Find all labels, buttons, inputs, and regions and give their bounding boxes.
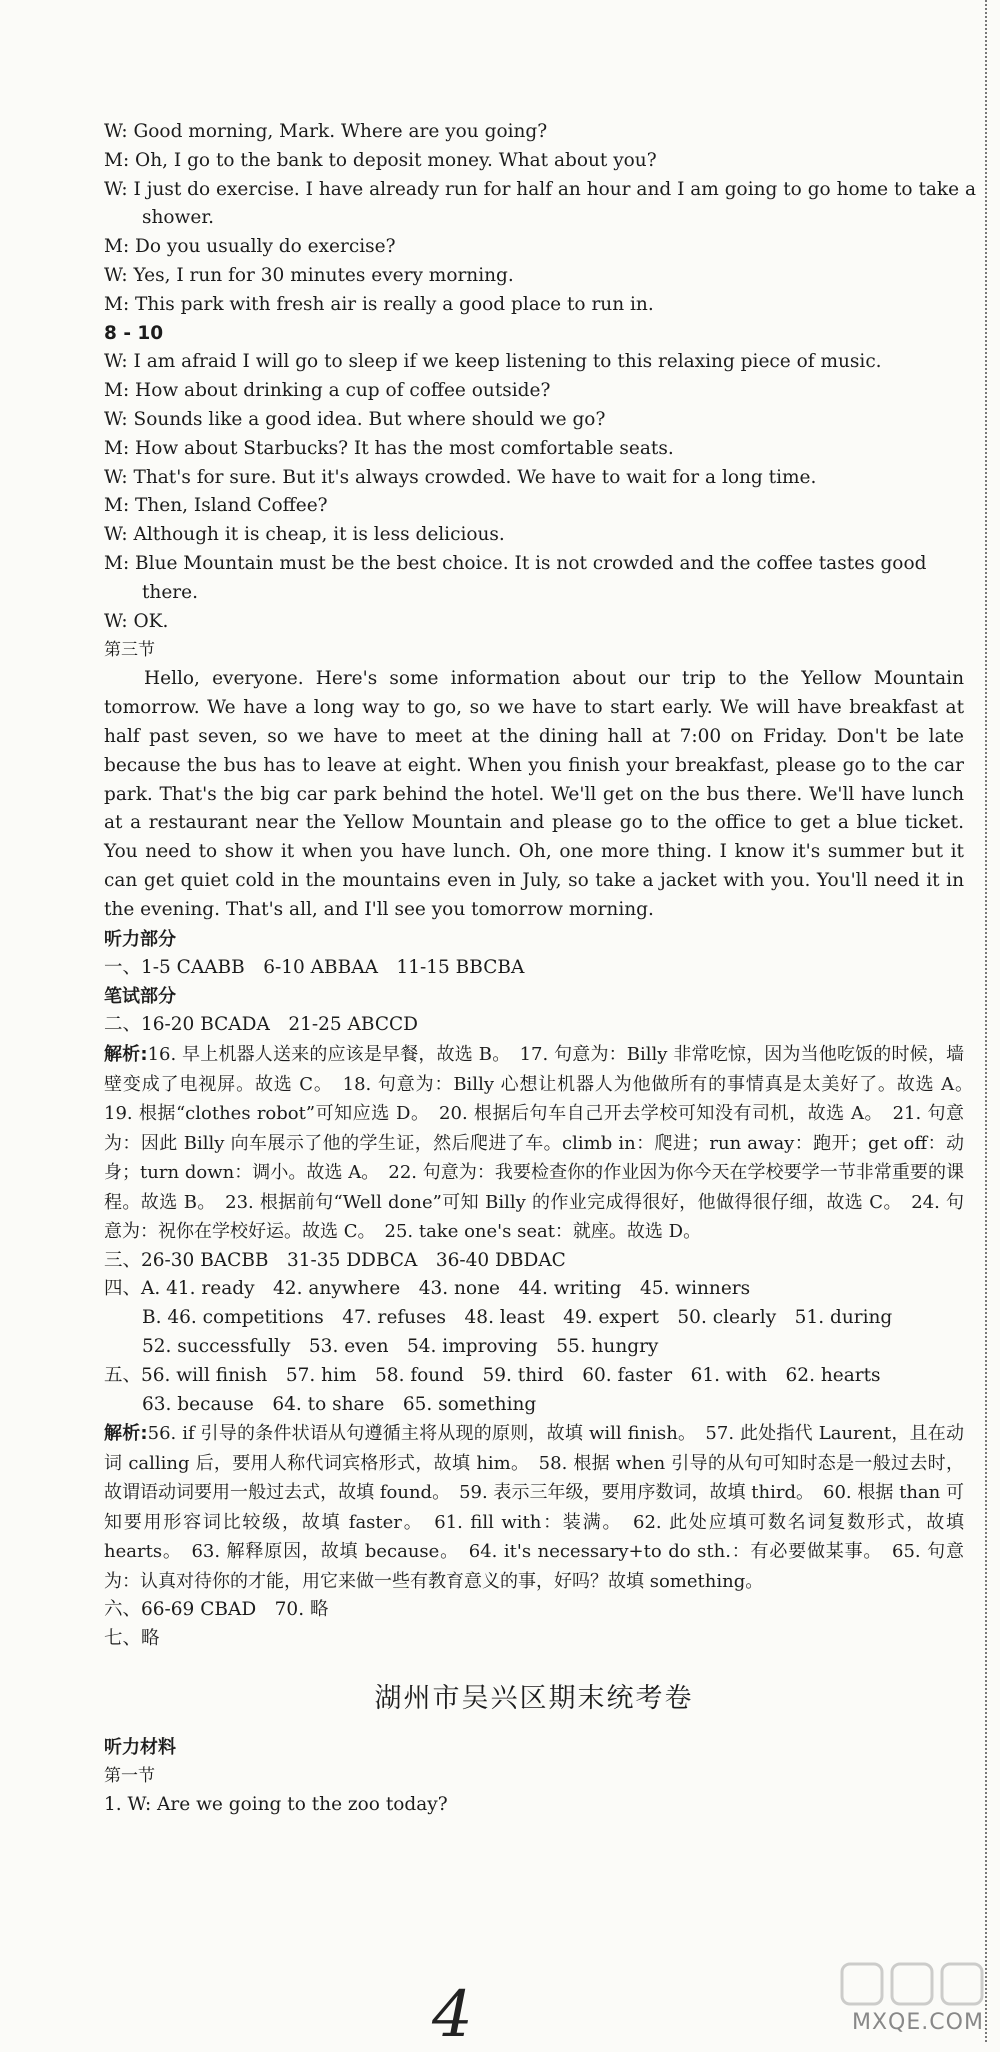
exam-title: 湖州市吴兴区期末统考卷 — [374, 1682, 694, 1714]
page-content — [104, 118, 982, 1820]
answers-63-65: 63. because 64. to share 65. something — [142, 1393, 537, 1415]
answers-section-7: 七、略 — [104, 1628, 160, 1650]
answers-52-55: 52. successfully 53. even 54. improving 55. hungry — [142, 1336, 659, 1357]
written-part-heading: 笔试部分 — [104, 986, 176, 1008]
dialog-line: M: Do you usually do exercise? — [104, 236, 396, 258]
dialog-1 — [104, 118, 976, 320]
dialog-line: W: I am afraid I will go to sleep if we keep listening to this relaxing piece of music. — [104, 351, 882, 373]
section-3-heading: 第三节 — [104, 640, 155, 661]
dialog-line: M: Then, Island Coffee? — [104, 495, 328, 517]
answers-16-25: 二、16-20 BCADA 21-25 ABCCD — [104, 1014, 419, 1036]
explanation-label: 解析: — [104, 1044, 148, 1066]
dialog-line: W: Good morning, Mark. Where are you going? — [104, 121, 548, 142]
explanation-16-25 — [104, 1040, 982, 1247]
explanation-text: 56. if 引导的条件状语从句遵循主将从现的原则，故填 will finish。 57. 此处指代 Laurent，且在动词 calling 后，要用人称代词宾格形式，故填 him。 58. 根据 when 引导的从句可知时态是一般过去时，故谓语动词要用一般过去式，故填 found。 59. 表示三年级，要用序数词，故填 third。 60. 根据 than 可知要用形容词比较级，故填 faster。 61. fill with：装满。 62. 此处应填可数名词复数形式，故填 hearts。 63. 解释原因，故填 because。 64. it's necessary+to do sth.：有必要做某事。 65. 句意为：认真对待你的才能，用它来做一些有教育意义的事，好吗？故填 something。 — [104, 1423, 964, 1592]
answers-26-40: 三、26-30 BACBB 31-35 DDBCA 36-40 DBDAC — [104, 1249, 566, 1271]
answers-66-70: 六、66-69 CBAD 70. 略 — [104, 1599, 329, 1621]
dialog-line: there. — [142, 581, 198, 603]
section-heading-8-10: 8 - 10 — [104, 322, 164, 344]
question-1: 1. W: Are we going to the zoo today? — [104, 1793, 448, 1815]
dialog-line: W: Yes, I run for 30 minutes every morning. — [104, 264, 514, 286]
section-1-heading: 第一节 — [104, 1765, 155, 1786]
dialog-line: M: Blue Mountain must be the best choice. It is not crowded and the coffee tastes good — [104, 552, 927, 574]
explanation-label: 解析: — [104, 1423, 148, 1445]
listening-material-heading: 听力材料 — [104, 1736, 176, 1758]
dialog-line: shower. — [142, 207, 215, 229]
listening-passage: Hello, everyone. Here's some information about our trip to the Yellow Mountain tomorrow. We have a long way to go, so we have to start early. We will have breakfast at half past seven, so we have to meet at the dining hall at 7:00 on Friday. Don't be late because the bus has to leave at eight. When you finish your breakfast, please go to the car park. That's the big car park behind the hotel. We'll get on the bus there. We'll have lunch at a restaurant near the Yellow Mountain and please go to the office to get a blue ticket. You need to show it when you have lunch. Oh, one more thing. I know it's summer but it can get quiet cold in the mountains even in July, so take a jacket with you. You'll need it in the evening. That's all, and I'll see you tomorrow morning. — [104, 668, 964, 920]
handwritten-page-mark: 4 — [432, 1978, 473, 2052]
dialog-line: M: How about drinking a cup of coffee outside? — [104, 380, 551, 402]
dialog-line: W: That's for sure. But it's always crowded. We have to wait for a long time. — [104, 466, 817, 488]
dialog-line: W: I just do exercise. I have already run for half an hour and I am going to go home to take a — [104, 178, 976, 200]
dialog-2 — [104, 348, 964, 636]
dialog-line: W: OK. — [104, 610, 169, 632]
dialog-line: M: This park with fresh air is really a good place to run in. — [104, 293, 654, 315]
dialog-line: W: Sounds like a good idea. But where should we go? — [104, 408, 606, 430]
explanation-56-65 — [104, 1419, 964, 1596]
binding-margin-line — [985, 0, 987, 2042]
dialog-line: M: How about Starbucks? It has the most comfortable seats. — [104, 437, 674, 459]
dialog-line: M: Oh, I go to the bank to deposit money. What about you? — [104, 149, 657, 171]
answers-56-62: 五、56. will finish 57. him 58. found 59. third 60. faster 61. with 62. hearts — [104, 1364, 881, 1386]
listening-part-heading: 听力部分 — [104, 928, 176, 950]
watermark-text: MXQE.COM — [852, 2010, 984, 2035]
explanation-text: 16. 早上机器人送来的应该是早餐，故选 B。 17. 句意为：Billy 非常吃惊，因为当他吃饭的时候，墙壁变成了电视屏。故选 C。 18. 句意为：Billy 心想让机器人为他做所有的事情真是太美好了。故选 A。 19. 根据“clothes robot”可知应选 D。 20. 根据后句车自己开去学校可知没有司机，故选 A。 21. 句意为：因此 Billy 向车展示了他的学生证，然后爬进了车。climb in：爬进；run away：跑开；get off：动身；turn down：调小。故选 A。 22. 句意为：我要检查你的作业因为你今天在学校要学一节非常重要的课程。故选 B。 23. 根据前句“Well done”可知 Billy 的作业完成得很好，他做得很仔细，故选 C。 24. 句意为：祝你在学校好运。故选 C。 25. take one's seat：就座。故选 D。 — [104, 1044, 982, 1243]
answers-1-15: 一、1-5 CAABB 6-10 ABBAA 11-15 BBCBA — [104, 956, 525, 978]
dialog-line: W: Although it is cheap, it is less delicious. — [104, 524, 505, 546]
answers-41-45: 四、A. 41. ready 42. anywhere 43. none 44. writing 45. winners — [104, 1278, 751, 1300]
answers-46-51: B. 46. competitions 47. refuses 48. least 49. expert 50. clearly 51. during — [142, 1307, 893, 1329]
